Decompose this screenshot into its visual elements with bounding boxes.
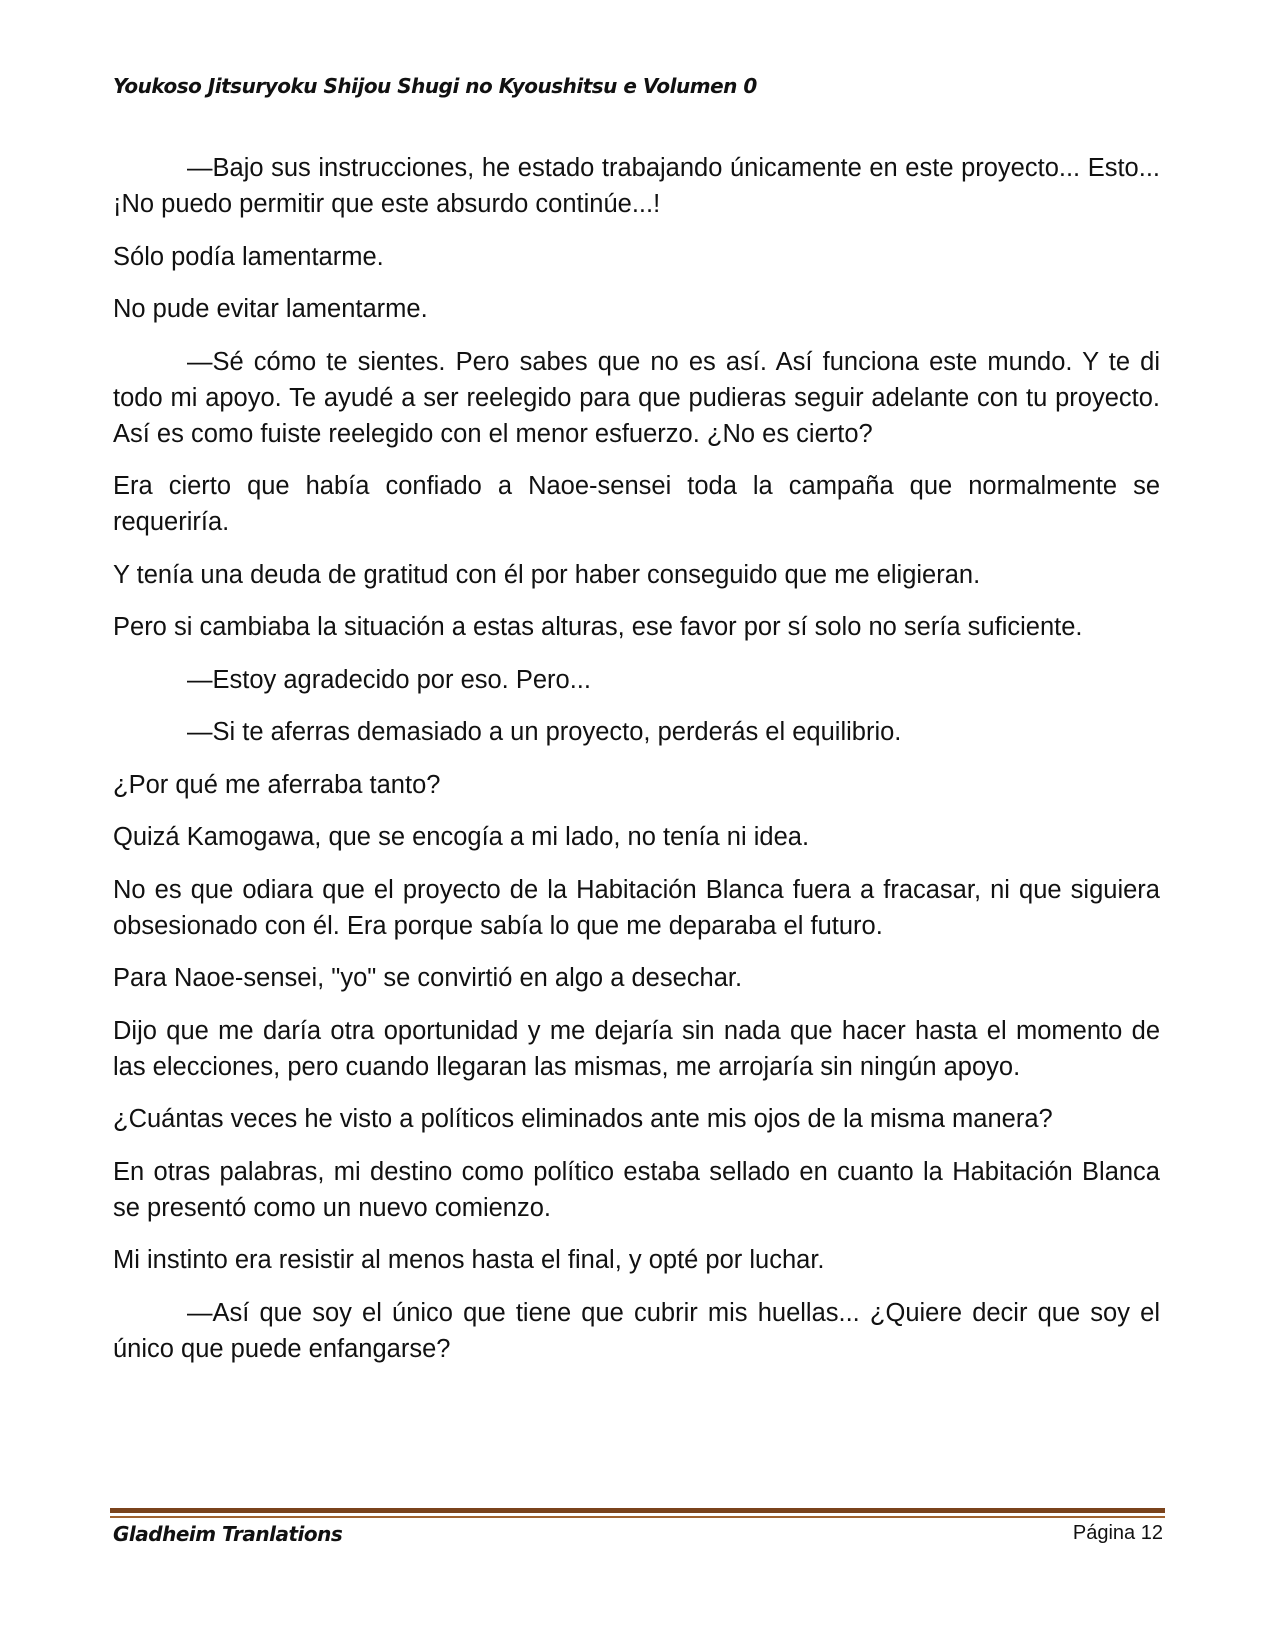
dialogue-paragraph: —Así que soy el único que tiene que cubrir mis huellas... ¿Quiere decir que soy el único que puede enfangarse?	[113, 1298, 1160, 1363]
footer-rule-thin	[110, 1516, 1165, 1518]
dialogue-paragraph: —Si te aferras demasiado a un proyecto, perderás el equilibrio.	[187, 718, 902, 746]
narration-paragraph: ¿Cuántas veces he visto a políticos eliminados ante mis ojos de la misma manera?	[113, 1105, 1053, 1133]
narration-paragraph: Dijo que me daría otra oportunidad y me dejaría sin nada que hacer hasta el momento de las elecciones, pero cuando llegaran las mismas, me arrojaría sin ningún apoyo.	[113, 1016, 1160, 1081]
page-number	[1073, 1522, 1163, 1545]
page-header-title: Youkoso Jitsuryoku Shijou Shugi no Kyoushitsu e Volumen 0	[113, 74, 757, 98]
dialogue-paragraph: —Estoy agradecido por eso. Pero...	[187, 665, 591, 694]
narration-paragraph: Quizá Kamogawa, que se encogía a mi lado, no tenía ni idea.	[113, 823, 810, 851]
narration-paragraph: Sólo podía lamentarme.	[113, 242, 384, 271]
dialogue-paragraph: —Sé cómo te sientes. Pero sabes que no es así. Así funciona este mundo. Y te di todo mi apoyo. Te ayudé a ser reelegido para que pudieras seguir adelante con tu proyecto. Así es como fuiste reelegido con el menor esfuerzo. ¿No es cierto?	[113, 347, 1160, 448]
narration-paragraph: Era cierto que había confiado a Naoe-sensei toda la campaña que normalmente se requeriría.	[113, 472, 1160, 536]
narration-paragraph: Pero si cambiaba la situación a estas alturas, ese favor por sí solo no sería suficiente.	[113, 613, 1083, 641]
narration-paragraph: ¿Por qué me aferraba tanto?	[113, 770, 441, 799]
dialogue-paragraph: —Bajo sus instrucciones, he estado trabajando únicamente en este proyecto... Esto... ¡No puedo permitir que este absurdo continúe...!	[113, 154, 1160, 218]
footer-translator: Gladheim Tranlations	[113, 1522, 343, 1546]
document-body	[113, 150, 1160, 1383]
narration-paragraph: Y tenía una deuda de gratitud con él por haber conseguido que me eligieran.	[113, 560, 981, 589]
page-label: Página	[1072, 1522, 1136, 1544]
footer-rule-thick	[110, 1508, 1165, 1513]
narration-paragraph: Para Naoe-sensei, "yo" se convirtió en algo a desechar.	[113, 964, 743, 992]
page-number-value: 12	[1140, 1522, 1163, 1544]
narration-paragraph: Mi instinto era resistir al menos hasta el final, y opté por luchar.	[113, 1246, 825, 1274]
narration-paragraph: En otras palabras, mi destino como político estaba sellado en cuanto la Habitación Blanca se presentó como un nuevo comienzo.	[113, 1157, 1160, 1222]
narration-paragraph: No pude evitar lamentarme.	[113, 295, 428, 323]
narration-paragraph: No es que odiara que el proyecto de la Habitación Blanca fuera a fracasar, ni que siguiera obsesionado con él. Era porque sabía lo que me deparaba el futuro.	[113, 875, 1160, 940]
